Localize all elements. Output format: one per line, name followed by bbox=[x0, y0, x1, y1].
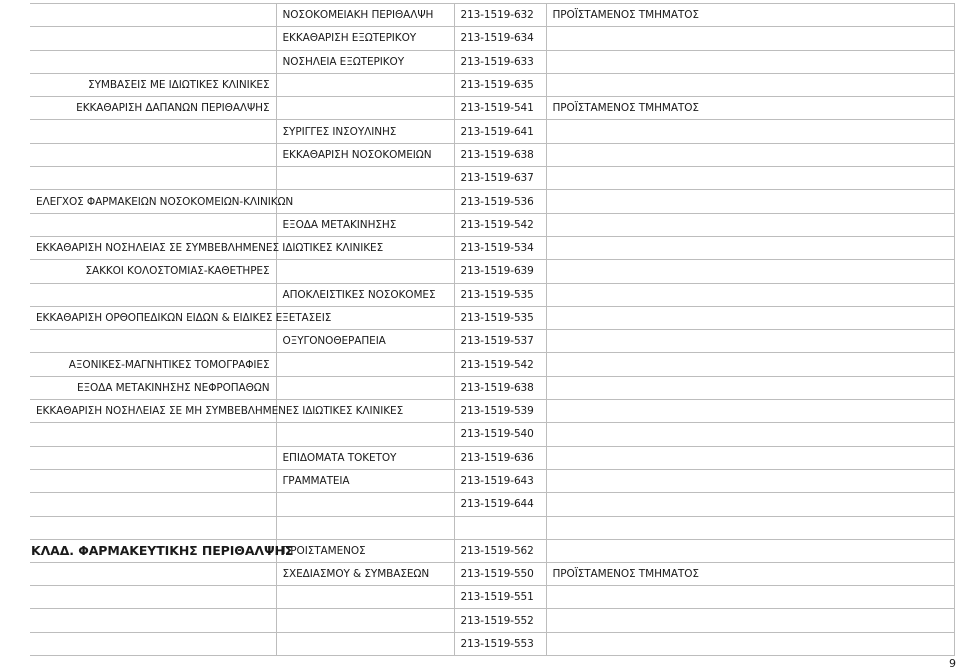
department-cell bbox=[30, 609, 276, 632]
empty-cell bbox=[546, 516, 954, 539]
empty-cell bbox=[30, 516, 276, 539]
subsection-cell bbox=[276, 493, 454, 516]
department-cell bbox=[30, 446, 276, 469]
department-cell: ΑΞΟΝΙΚΕΣ-ΜΑΓΝΗΤΙΚΕΣ ΤΟΜΟΓΡΑΦΙΕΣ bbox=[30, 353, 276, 376]
empty-cell bbox=[454, 516, 546, 539]
subsection-cell bbox=[276, 376, 454, 399]
table-row bbox=[30, 376, 954, 399]
department-cell: ΕΚΚΑΘΑΡΙΣΗ ΝΟΣΗΛΕΙΑΣ ΣΕ ΣΥΜΒΕΒΛΗΜΕΝΕΣ ΙΔΙΩΤΙΚΕΣ ΚΛΙΝΙΚΕΣ bbox=[30, 236, 276, 259]
table-row bbox=[30, 632, 954, 655]
table-row bbox=[30, 97, 954, 120]
department-cell: ΣΑΚΚΟΙ ΚΟΛΟΣΤΟΜΙΑΣ-ΚΑΘΕΤΗΡΕΣ bbox=[30, 260, 276, 283]
title-cell bbox=[546, 376, 954, 399]
table-row bbox=[30, 353, 954, 376]
phone-cell: 213-1519-552 bbox=[454, 609, 546, 632]
department-cell bbox=[30, 423, 276, 446]
table-row bbox=[30, 283, 954, 306]
subsection-cell: ΠΡΟΙΣΤΑΜΕΝΟΣ bbox=[276, 539, 454, 562]
directory-table bbox=[30, 3, 955, 656]
subsection-cell: ΓΡΑΜΜΑΤΕΙΑ bbox=[276, 469, 454, 492]
phone-cell: 213-1519-638 bbox=[454, 143, 546, 166]
phone-cell: 213-1519-637 bbox=[454, 167, 546, 190]
title-cell bbox=[546, 632, 954, 655]
title-cell bbox=[546, 400, 954, 423]
department-cell: ΕΞΟΔΑ ΜΕΤΑΚΙΝΗΣΗΣ ΝΕΦΡΟΠΑΘΩΝ bbox=[30, 376, 276, 399]
title-cell bbox=[546, 539, 954, 562]
subsection-cell bbox=[276, 73, 454, 96]
subsection-cell bbox=[276, 97, 454, 120]
title-cell bbox=[546, 213, 954, 236]
phone-cell: 213-1519-542 bbox=[454, 213, 546, 236]
title-cell bbox=[546, 27, 954, 50]
subsection-cell: ΑΠΟΚΛΕΙΣΤΙΚΕΣ ΝΟΣΟΚΟΜΕΣ bbox=[276, 283, 454, 306]
phone-cell: 213-1519-551 bbox=[454, 586, 546, 609]
phone-cell: 213-1519-641 bbox=[454, 120, 546, 143]
title-cell bbox=[546, 283, 954, 306]
page-number: 9 bbox=[949, 657, 956, 670]
title-cell bbox=[546, 236, 954, 259]
title-cell: ΠΡΟΪΣΤΑΜΕΝΟΣ ΤΜΗΜΑΤΟΣ bbox=[546, 562, 954, 585]
title-cell bbox=[546, 469, 954, 492]
table-row bbox=[30, 4, 954, 27]
separator-row bbox=[30, 516, 954, 539]
table-row bbox=[30, 446, 954, 469]
title-cell bbox=[546, 190, 954, 213]
subsection-cell bbox=[276, 586, 454, 609]
phone-cell: 213-1519-535 bbox=[454, 306, 546, 329]
table-row bbox=[30, 306, 954, 329]
department-cell bbox=[30, 27, 276, 50]
table-row bbox=[30, 562, 954, 585]
subsection-cell: ΣΧΕΔΙΑΣΜΟΥ & ΣΥΜΒΑΣΕΩΝ bbox=[276, 562, 454, 585]
table-row bbox=[30, 609, 954, 632]
title-cell bbox=[546, 446, 954, 469]
subsection-cell bbox=[276, 632, 454, 655]
phone-cell: 213-1519-636 bbox=[454, 446, 546, 469]
phone-cell: 213-1519-633 bbox=[454, 50, 546, 73]
table-row bbox=[30, 400, 954, 423]
title-cell bbox=[546, 167, 954, 190]
directory-body bbox=[30, 4, 954, 656]
subsection-cell: ΝΟΣΗΛΕΙΑ ΕΞΩΤΕΡΙΚΟΥ bbox=[276, 50, 454, 73]
table-row bbox=[30, 50, 954, 73]
table-row bbox=[30, 27, 954, 50]
table-row bbox=[30, 236, 954, 259]
empty-cell bbox=[276, 516, 454, 539]
phone-cell: 213-1519-537 bbox=[454, 330, 546, 353]
subsection-cell: ΟΞΥΓΟΝΟΘΕΡΑΠΕΙΑ bbox=[276, 330, 454, 353]
table-row bbox=[30, 73, 954, 96]
title-cell bbox=[546, 50, 954, 73]
subsection-cell bbox=[276, 190, 454, 213]
phone-cell: 213-1519-644 bbox=[454, 493, 546, 516]
phone-cell: 213-1519-536 bbox=[454, 190, 546, 213]
department-cell: ΕΚΚΑΘΑΡΙΣΗ ΝΟΣΗΛΕΙΑΣ ΣΕ ΜΗ ΣΥΜΒΕΒΛΗΜΕΝΕΣ ΙΔΙΩΤΙΚΕΣ ΚΛΙΝΙΚΕΣ bbox=[30, 400, 276, 423]
subsection-cell bbox=[276, 260, 454, 283]
subsection-cell bbox=[276, 167, 454, 190]
title-cell bbox=[546, 423, 954, 446]
table-row bbox=[30, 539, 954, 562]
title-cell bbox=[546, 73, 954, 96]
department-cell: ΕΚΚΑΘΑΡΙΣΗ ΟΡΘΟΠΕΔΙΚΩΝ ΕΙΔΩΝ & ΕΙΔΙΚΕΣ ΕΞΕΤΑΣΕΙΣ bbox=[30, 306, 276, 329]
phone-cell: 213-1519-541 bbox=[454, 97, 546, 120]
title-cell bbox=[546, 306, 954, 329]
subsection-cell bbox=[276, 609, 454, 632]
title-cell bbox=[546, 143, 954, 166]
title-cell bbox=[546, 260, 954, 283]
phone-cell: 213-1519-638 bbox=[454, 376, 546, 399]
table-row bbox=[30, 586, 954, 609]
phone-cell: 213-1519-550 bbox=[454, 562, 546, 585]
department-cell bbox=[30, 143, 276, 166]
table-row bbox=[30, 260, 954, 283]
department-cell bbox=[30, 283, 276, 306]
phone-cell: 213-1519-540 bbox=[454, 423, 546, 446]
title-cell bbox=[546, 609, 954, 632]
department-cell bbox=[30, 632, 276, 655]
title-cell: ΠΡΟΪΣΤΑΜΕΝΟΣ ΤΜΗΜΑΤΟΣ bbox=[546, 4, 954, 27]
title-cell bbox=[546, 330, 954, 353]
subsection-cell bbox=[276, 423, 454, 446]
title-cell bbox=[546, 120, 954, 143]
phone-cell: 213-1519-534 bbox=[454, 236, 546, 259]
department-cell: ΣΥΜΒΑΣΕΙΣ ΜΕ ΙΔΙΩΤΙΚΕΣ ΚΛΙΝΙΚΕΣ bbox=[30, 73, 276, 96]
phone-cell: 213-1519-643 bbox=[454, 469, 546, 492]
table-row bbox=[30, 190, 954, 213]
department-cell: ΕΛΕΓΧΟΣ ΦΑΡΜΑΚΕΙΩΝ ΝΟΣΟΚΟΜΕΙΩΝ-ΚΛΙΝΙΚΩΝ bbox=[30, 190, 276, 213]
phone-cell: 213-1519-539 bbox=[454, 400, 546, 423]
table-row bbox=[30, 493, 954, 516]
department-cell bbox=[30, 330, 276, 353]
title-cell bbox=[546, 586, 954, 609]
subsection-cell bbox=[276, 353, 454, 376]
department-cell bbox=[30, 493, 276, 516]
title-cell bbox=[546, 353, 954, 376]
table-row bbox=[30, 330, 954, 353]
department-cell: ΚΛΑΔ. ΦΑΡΜΑΚΕΥΤΙΚΗΣ ΠΕΡΙΘΑΛΨΗΣ bbox=[30, 539, 276, 562]
title-cell: ΠΡΟΪΣΤΑΜΕΝΟΣ ΤΜΗΜΑΤΟΣ bbox=[546, 97, 954, 120]
department-cell: ΕΚΚΑΘΑΡΙΣΗ ΔΑΠΑΝΩΝ ΠΕΡΙΘΑΛΨΗΣ bbox=[30, 97, 276, 120]
title-cell bbox=[546, 493, 954, 516]
department-cell bbox=[30, 586, 276, 609]
phone-cell: 213-1519-553 bbox=[454, 632, 546, 655]
table-row bbox=[30, 120, 954, 143]
table-row bbox=[30, 469, 954, 492]
subsection-cell: ΕΞΟΔΑ ΜΕΤΑΚΙΝΗΣΗΣ bbox=[276, 213, 454, 236]
phone-cell: 213-1519-562 bbox=[454, 539, 546, 562]
phone-cell: 213-1519-634 bbox=[454, 27, 546, 50]
phone-cell: 213-1519-639 bbox=[454, 260, 546, 283]
subsection-cell: ΕΚΚΑΘΑΡΙΣΗ ΕΞΩΤΕΡΙΚΟΥ bbox=[276, 27, 454, 50]
table-row bbox=[30, 143, 954, 166]
department-cell bbox=[30, 213, 276, 236]
subsection-cell: ΕΠΙΔΟΜΑΤΑ ΤΟΚΕΤΟΥ bbox=[276, 446, 454, 469]
subsection-cell: ΝΟΣΟΚΟΜΕΙΑΚΗ ΠΕΡΙΘΑΛΨΗ bbox=[276, 4, 454, 27]
subsection-cell: ΣΥΡΙΓΓΕΣ ΙΝΣΟΥΛΙΝΗΣ bbox=[276, 120, 454, 143]
phone-cell: 213-1519-632 bbox=[454, 4, 546, 27]
department-cell bbox=[30, 4, 276, 27]
department-cell bbox=[30, 120, 276, 143]
table-row bbox=[30, 423, 954, 446]
table-row bbox=[30, 167, 954, 190]
table-row bbox=[30, 213, 954, 236]
department-cell bbox=[30, 50, 276, 73]
phone-cell: 213-1519-535 bbox=[454, 283, 546, 306]
department-cell bbox=[30, 469, 276, 492]
department-cell bbox=[30, 562, 276, 585]
subsection-cell: ΕΚΚΑΘΑΡΙΣΗ ΝΟΣΟΚΟΜΕΙΩΝ bbox=[276, 143, 454, 166]
department-cell bbox=[30, 167, 276, 190]
phone-cell: 213-1519-542 bbox=[454, 353, 546, 376]
phone-cell: 213-1519-635 bbox=[454, 73, 546, 96]
phone-directory bbox=[30, 3, 954, 656]
